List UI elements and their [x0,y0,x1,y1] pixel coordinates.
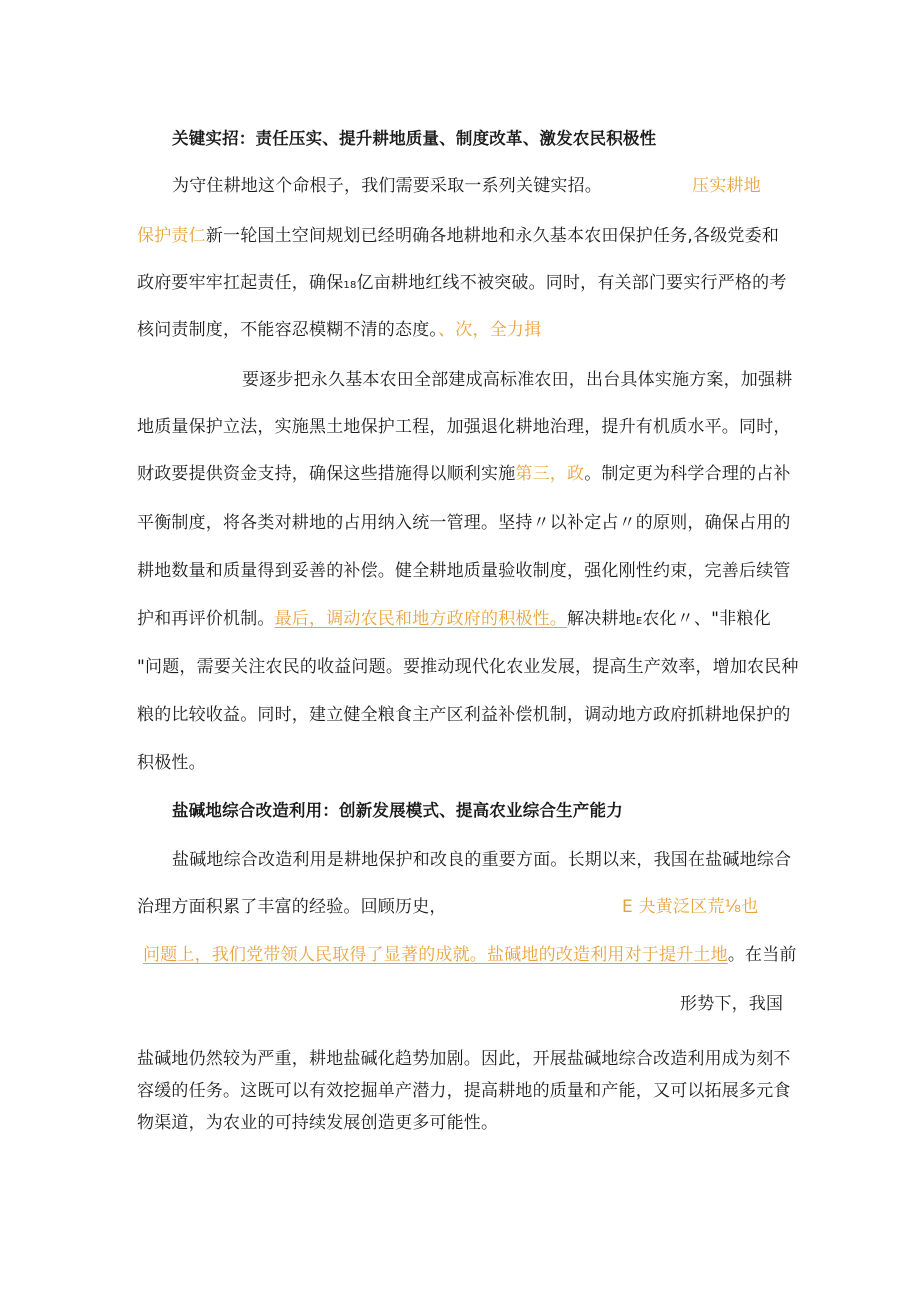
paragraph-line: 盐碱地仍然较为严重，耕地盐碱化趋势加剧。因此，开展盐碱地综合改造利用成为刻不 [137,1049,791,1069]
section-heading: 关键实招：责任压实、提升耕地质量、制度改革、激发农民积极性 [172,129,657,148]
highlight-text: 问题上，我们党带领人民取得了显著的成就。盐碱地的改造利用对于提升土地 [143,945,728,965]
text: 新一轮国土空间规划已经明确各地耕地和永久基本农田保护任务,各级党委和 [205,226,780,246]
paragraph-line [172,174,602,198]
text: 。在当前 [727,945,797,965]
paragraph-line: 容缓的任务。这既可以有效挖掘单产潜力，提高耕地的质量和产能，又可以拓展多元食 [137,1081,791,1101]
paragraph-line: 粮的比较收益。同时，建立健全粮食主产区利益补偿机制，调动地方政府抓耕地保护的 [137,705,791,725]
text: 护和再评价机制。 [137,609,275,629]
text: 财政要提供资金支持，确保这些措施得以顺利实施 [137,464,516,484]
paragraph-line [137,462,791,486]
text: 为守住耕地这个命根子，我们需要采取一系列关键实招。 [172,176,602,196]
highlight-text: 第三，政 [515,464,585,484]
paragraph-line [137,224,779,248]
text: 核问责制度，不能容忍模糊不清的态度。 [137,320,439,340]
text: 亿亩耕地红线不被突破。同时，有关部门要实行严格的考 [356,273,787,293]
small-number: 18 [343,280,357,291]
small-text: E [635,616,643,627]
paragraph-line: 平衡制度，将各类对耕地的占用纳入统一管理。坚持〃以补定占〃的原则，确保占用的 [137,513,791,533]
paragraph-line: 盐碱地综合改造利用是耕地保护和改良的重要方面。长期以来，我国在盐碱地综合 [172,850,792,870]
paragraph-line: 地质量保护立法，实施黑土地保护工程，加强退化耕地治理，提升有机质水平。同时， [137,417,791,437]
text: 政府要牢牢扛起责任，确保 [137,273,344,293]
paragraph-line [137,607,771,634]
paragraph-line: 要逐步把永久基本农田全部建成高标准农田，出台具体实施方案，加强耕 [242,370,793,390]
paragraph-line: 物渠道，为农业的可持续发展创造更多可能性。 [137,1113,499,1133]
paragraph-line: 耕地数量和质量得到妥善的补偿。健全耕地质量验收制度，强化刚性约束，完善后续管 [137,561,791,581]
highlight-text: 最后，调动农民和地方政府的积极性。 [274,609,568,629]
paragraph-line [137,318,541,342]
paragraph-line: 治理方面积累了丰富的经验。回顾历史， [137,897,447,917]
text: 农化〃、"非粮化 [642,609,771,629]
paragraph-line: 积极性。 [137,753,206,773]
highlight-text: 、次，全力揖 [438,320,542,340]
text: 。制定更为科学合理的占补 [584,464,791,484]
section-heading: 盐碱地综合改造利用：创新发展模式、提高农业综合生产能力 [172,801,623,820]
text: 解决耕地 [567,609,636,629]
highlight-text: E 夬黄泛区荒⅛也 [622,897,759,917]
paragraph-line: "问题，需要关注农民的收益问题。要推动现代化农业发展，提高生产效率，增加农民种 [137,657,799,677]
paragraph-line: 形势下，我国 [680,994,784,1014]
highlight-text: 保护责仁 [137,226,206,246]
highlight-text: 压实耕地 [692,176,761,196]
paragraph-line [137,271,787,298]
paragraph-line [143,943,797,967]
